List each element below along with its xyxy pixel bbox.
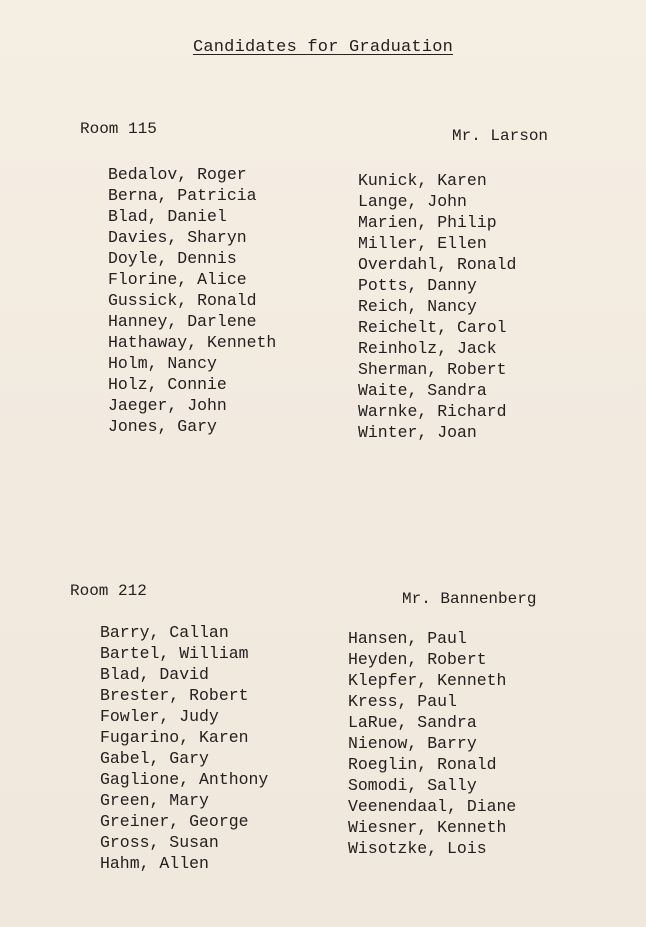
student-name: Barry, Callan [100, 623, 229, 642]
student-name: Roeglin, Ronald [348, 755, 497, 774]
student-name: Bedalov, Roger [108, 165, 247, 184]
student-name: Lange, John [358, 192, 467, 211]
student-name: Holz, Connie [108, 375, 227, 394]
student-name: Warnke, Richard [358, 402, 507, 421]
student-list-room-212-right [348, 628, 516, 859]
student-name: Florine, Alice [108, 270, 247, 289]
student-name: Heyden, Robert [348, 650, 487, 669]
student-list-room-115-right [358, 170, 516, 443]
student-name: Berna, Patricia [108, 186, 257, 205]
student-name: Davies, Sharyn [108, 228, 247, 247]
student-name: Jones, Gary [108, 417, 217, 436]
student-name: Blad, Daniel [108, 207, 227, 226]
student-name: Reichelt, Carol [358, 318, 507, 337]
student-name: Wisotzke, Lois [348, 839, 487, 858]
student-name: Brester, Robert [100, 686, 249, 705]
student-name: Wiesner, Kenneth [348, 818, 507, 837]
room-label-212: Room 212 [70, 582, 147, 600]
student-name: Gaglione, Anthony [100, 770, 269, 789]
student-name: Marien, Philip [358, 213, 497, 232]
teacher-name-larson: Mr. Larson [452, 127, 549, 145]
student-name: Kress, Paul [348, 692, 457, 711]
student-name: Potts, Danny [358, 276, 477, 295]
student-name: Gabel, Gary [100, 749, 209, 768]
student-name: Gross, Susan [100, 833, 219, 852]
student-name: Nienow, Barry [348, 734, 477, 753]
room-label-115: Room 115 [80, 120, 157, 138]
student-name: Green, Mary [100, 791, 209, 810]
student-name: Somodi, Sally [348, 776, 477, 795]
student-name: Gussick, Ronald [108, 291, 257, 310]
student-list-room-115-left [108, 164, 276, 437]
student-name: Winter, Joan [358, 423, 477, 442]
student-name: Greiner, George [100, 812, 249, 831]
student-name: Sherman, Robert [358, 360, 507, 379]
student-name: Waite, Sandra [358, 381, 487, 400]
page-title [0, 38, 646, 57]
student-name: Jaeger, John [108, 396, 227, 415]
student-name: Hahm, Allen [100, 854, 209, 873]
student-name: Reinholz, Jack [358, 339, 497, 358]
student-name: Hanney, Darlene [108, 312, 257, 331]
student-name: Veenendaal, Diane [348, 797, 517, 816]
student-name: LaRue, Sandra [348, 713, 477, 732]
student-name: Bartel, William [100, 644, 249, 663]
teacher-name-bannenberg: Mr. Bannenberg [402, 590, 537, 608]
student-name: Fowler, Judy [100, 707, 219, 726]
student-name: Holm, Nancy [108, 354, 217, 373]
student-name: Fugarino, Karen [100, 728, 249, 747]
student-name: Blad, David [100, 665, 209, 684]
student-name: Reich, Nancy [358, 297, 477, 316]
title-part-3: Graduation [338, 38, 454, 57]
student-name: Hansen, Paul [348, 629, 467, 648]
title-part-1: Candidates [192, 38, 308, 57]
student-name: Kunick, Karen [358, 171, 487, 190]
student-name: Hathaway, Kenneth [108, 333, 277, 352]
student-name: Overdahl, Ronald [358, 255, 517, 274]
student-list-room-212-left [100, 622, 268, 874]
student-name: Doyle, Dennis [108, 249, 237, 268]
student-name: Miller, Ellen [358, 234, 487, 253]
student-name: Klepfer, Kenneth [348, 671, 507, 690]
title-part-2: for [307, 38, 339, 57]
